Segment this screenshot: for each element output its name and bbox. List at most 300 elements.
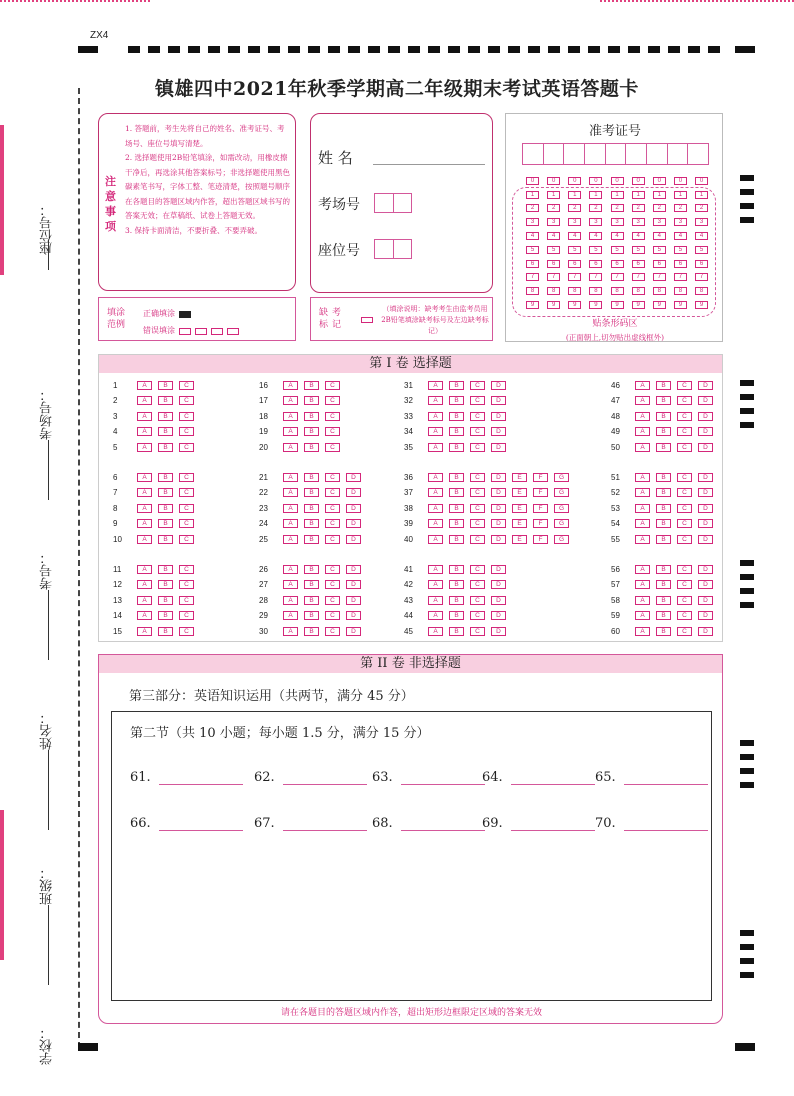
option-bubble[interactable]: C	[325, 611, 340, 620]
option-bubble[interactable]: B	[304, 535, 319, 544]
digit-bubble[interactable]: 5	[632, 246, 645, 254]
option-bubble[interactable]: B	[656, 519, 671, 528]
digit-bubble[interactable]: 2	[632, 204, 645, 212]
option-bubble[interactable]: C	[677, 519, 692, 528]
digit-bubble[interactable]: 7	[526, 273, 539, 281]
digit-bubble[interactable]: 3	[568, 218, 581, 226]
option-bubble[interactable]: C	[325, 488, 340, 497]
digit-bubble[interactable]: 2	[589, 204, 602, 212]
option-bubble[interactable]: F	[533, 488, 548, 497]
option-bubble[interactable]: C	[470, 519, 485, 528]
digit-bubble[interactable]: 7	[653, 273, 666, 281]
digit-bubble[interactable]: 5	[547, 246, 560, 254]
digit-bubble[interactable]: 3	[611, 218, 624, 226]
option-bubble[interactable]: A	[428, 396, 443, 405]
option-bubble[interactable]: A	[635, 580, 650, 589]
option-bubble[interactable]: B	[656, 504, 671, 513]
option-bubble[interactable]: D	[346, 473, 361, 482]
digit-bubble[interactable]: 9	[611, 301, 624, 309]
option-bubble[interactable]: A	[283, 596, 298, 605]
option-bubble[interactable]: A	[283, 565, 298, 574]
option-bubble[interactable]: A	[137, 535, 152, 544]
blank-line[interactable]	[624, 821, 708, 831]
digit-bubble[interactable]: 3	[674, 218, 687, 226]
option-bubble[interactable]: C	[179, 396, 194, 405]
option-bubble[interactable]: B	[656, 565, 671, 574]
option-bubble[interactable]: A	[635, 396, 650, 405]
option-bubble[interactable]: A	[283, 443, 298, 452]
option-bubble[interactable]: D	[346, 488, 361, 497]
option-bubble[interactable]: B	[304, 427, 319, 436]
option-bubble[interactable]: E	[512, 504, 527, 513]
answer-blank[interactable]	[130, 770, 243, 785]
option-bubble[interactable]: B	[449, 611, 464, 620]
option-bubble[interactable]: B	[449, 535, 464, 544]
option-bubble[interactable]: A	[137, 473, 152, 482]
digit-bubble[interactable]: 5	[674, 246, 687, 254]
digit-bubble[interactable]: 2	[568, 204, 581, 212]
digit-bubble[interactable]: 1	[547, 191, 560, 199]
option-bubble[interactable]: C	[179, 443, 194, 452]
option-bubble[interactable]: B	[158, 488, 173, 497]
digit-bubble[interactable]: 9	[589, 301, 602, 309]
digit-bubble[interactable]: 8	[547, 287, 560, 295]
digit-bubble[interactable]: 9	[568, 301, 581, 309]
digit-bubble[interactable]: 8	[589, 287, 602, 295]
option-bubble[interactable]: C	[677, 504, 692, 513]
option-bubble[interactable]: A	[137, 443, 152, 452]
option-bubble[interactable]: A	[428, 504, 443, 513]
option-bubble[interactable]: B	[304, 381, 319, 390]
digit-bubble[interactable]: 8	[695, 287, 708, 295]
digit-bubble[interactable]: 9	[695, 301, 708, 309]
digit-bubble[interactable]: 8	[611, 287, 624, 295]
digit-bubble[interactable]: 8	[653, 287, 666, 295]
option-bubble[interactable]: B	[158, 596, 173, 605]
option-bubble[interactable]: C	[325, 504, 340, 513]
option-bubble[interactable]: A	[428, 443, 443, 452]
digit-bubble[interactable]: 4	[653, 232, 666, 240]
digit-bubble[interactable]: 1	[695, 191, 708, 199]
option-bubble[interactable]: B	[304, 473, 319, 482]
option-bubble[interactable]: C	[179, 381, 194, 390]
option-bubble[interactable]: B	[158, 627, 173, 636]
option-bubble[interactable]: A	[428, 473, 443, 482]
option-bubble[interactable]: C	[179, 488, 194, 497]
digit-bubble[interactable]: 4	[589, 232, 602, 240]
digit-bubble[interactable]: 3	[589, 218, 602, 226]
option-bubble[interactable]: A	[137, 611, 152, 620]
option-bubble[interactable]: A	[635, 473, 650, 482]
option-bubble[interactable]: A	[635, 412, 650, 421]
option-bubble[interactable]: A	[137, 596, 152, 605]
digit-bubble[interactable]: 0	[547, 177, 560, 185]
option-bubble[interactable]: B	[656, 427, 671, 436]
option-bubble[interactable]: D	[698, 519, 713, 528]
option-bubble[interactable]: B	[449, 427, 464, 436]
option-bubble[interactable]: D	[698, 504, 713, 513]
option-bubble[interactable]: B	[449, 504, 464, 513]
option-bubble[interactable]: D	[346, 565, 361, 574]
option-bubble[interactable]: C	[677, 396, 692, 405]
option-bubble[interactable]: D	[346, 519, 361, 528]
answer-blank[interactable]	[482, 770, 595, 785]
option-bubble[interactable]: C	[470, 535, 485, 544]
digit-bubble[interactable]: 9	[547, 301, 560, 309]
digit-bubble[interactable]: 1	[589, 191, 602, 199]
option-bubble[interactable]: D	[698, 488, 713, 497]
option-bubble[interactable]: C	[677, 627, 692, 636]
option-bubble[interactable]: D	[698, 412, 713, 421]
digit-bubble[interactable]: 3	[695, 218, 708, 226]
option-bubble[interactable]: B	[158, 427, 173, 436]
digit-bubble[interactable]: 2	[674, 204, 687, 212]
option-bubble[interactable]: E	[512, 473, 527, 482]
digit-bubble[interactable]: 8	[526, 287, 539, 295]
option-bubble[interactable]: B	[449, 627, 464, 636]
option-bubble[interactable]: A	[428, 596, 443, 605]
digit-bubble[interactable]: 6	[632, 260, 645, 268]
option-bubble[interactable]: A	[283, 627, 298, 636]
option-bubble[interactable]: B	[304, 519, 319, 528]
digit-bubble[interactable]: 6	[653, 260, 666, 268]
blank-line[interactable]	[401, 821, 485, 831]
option-bubble[interactable]: A	[635, 443, 650, 452]
blank-line[interactable]	[624, 775, 708, 785]
digit-bubble[interactable]: 7	[695, 273, 708, 281]
option-bubble[interactable]: D	[491, 611, 506, 620]
digit-bubble[interactable]: 6	[568, 260, 581, 268]
option-bubble[interactable]: B	[158, 580, 173, 589]
option-bubble[interactable]: C	[470, 627, 485, 636]
option-bubble[interactable]: D	[491, 580, 506, 589]
digit-bubble[interactable]: 2	[695, 204, 708, 212]
digit-bubble[interactable]: 1	[653, 191, 666, 199]
option-bubble[interactable]: C	[470, 565, 485, 574]
option-bubble[interactable]: A	[283, 488, 298, 497]
option-bubble[interactable]: B	[449, 381, 464, 390]
option-bubble[interactable]: D	[698, 396, 713, 405]
digit-bubble[interactable]: 0	[653, 177, 666, 185]
option-bubble[interactable]: B	[158, 519, 173, 528]
option-bubble[interactable]: C	[179, 535, 194, 544]
digit-bubble[interactable]: 1	[632, 191, 645, 199]
option-bubble[interactable]: G	[554, 473, 569, 482]
option-bubble[interactable]: B	[158, 504, 173, 513]
option-bubble[interactable]: C	[325, 627, 340, 636]
option-bubble[interactable]: A	[428, 519, 443, 528]
option-bubble[interactable]: B	[449, 519, 464, 528]
option-bubble[interactable]: C	[470, 596, 485, 605]
option-bubble[interactable]: C	[325, 427, 340, 436]
absent-mark-bubble[interactable]	[361, 317, 373, 323]
digit-bubble[interactable]: 6	[611, 260, 624, 268]
option-bubble[interactable]: G	[554, 504, 569, 513]
option-bubble[interactable]: B	[304, 580, 319, 589]
option-bubble[interactable]: B	[656, 611, 671, 620]
option-bubble[interactable]: A	[137, 580, 152, 589]
option-bubble[interactable]: E	[512, 519, 527, 528]
option-bubble[interactable]: C	[677, 535, 692, 544]
digit-bubble[interactable]: 3	[547, 218, 560, 226]
digit-bubble[interactable]: 9	[674, 301, 687, 309]
option-bubble[interactable]: D	[491, 488, 506, 497]
option-bubble[interactable]: C	[470, 580, 485, 589]
option-bubble[interactable]: F	[533, 473, 548, 482]
option-bubble[interactable]: C	[677, 427, 692, 436]
digit-bubble[interactable]: 3	[653, 218, 666, 226]
option-bubble[interactable]: A	[428, 627, 443, 636]
digit-bubble[interactable]: 5	[568, 246, 581, 254]
option-bubble[interactable]: D	[491, 504, 506, 513]
option-bubble[interactable]: A	[283, 519, 298, 528]
option-bubble[interactable]: A	[283, 412, 298, 421]
option-bubble[interactable]: B	[449, 488, 464, 497]
digit-bubble[interactable]: 4	[526, 232, 539, 240]
option-bubble[interactable]: D	[698, 596, 713, 605]
option-bubble[interactable]: A	[428, 381, 443, 390]
digit-bubble[interactable]: 7	[674, 273, 687, 281]
option-bubble[interactable]: B	[656, 627, 671, 636]
digit-bubble[interactable]: 6	[547, 260, 560, 268]
digit-bubble[interactable]: 4	[674, 232, 687, 240]
digit-bubble[interactable]: 0	[589, 177, 602, 185]
option-bubble[interactable]: A	[428, 412, 443, 421]
option-bubble[interactable]: B	[158, 473, 173, 482]
option-bubble[interactable]: A	[283, 473, 298, 482]
option-bubble[interactable]: G	[554, 519, 569, 528]
option-bubble[interactable]: B	[304, 596, 319, 605]
digit-bubble[interactable]: 8	[632, 287, 645, 295]
digit-bubble[interactable]: 1	[568, 191, 581, 199]
blank-line[interactable]	[283, 821, 367, 831]
option-bubble[interactable]: D	[491, 565, 506, 574]
option-bubble[interactable]: D	[698, 473, 713, 482]
option-bubble[interactable]: A	[635, 381, 650, 390]
option-bubble[interactable]: A	[283, 535, 298, 544]
blank-line[interactable]	[511, 775, 595, 785]
option-bubble[interactable]: D	[698, 627, 713, 636]
option-bubble[interactable]: D	[698, 443, 713, 452]
option-bubble[interactable]: C	[179, 504, 194, 513]
option-bubble[interactable]: B	[656, 396, 671, 405]
option-bubble[interactable]: A	[283, 381, 298, 390]
option-bubble[interactable]: D	[491, 427, 506, 436]
option-bubble[interactable]: A	[635, 596, 650, 605]
blank-line[interactable]	[159, 775, 243, 785]
digit-bubble[interactable]: 4	[611, 232, 624, 240]
option-bubble[interactable]: A	[137, 504, 152, 513]
digit-bubble[interactable]: 0	[611, 177, 624, 185]
option-bubble[interactable]: B	[304, 611, 319, 620]
option-bubble[interactable]: C	[677, 565, 692, 574]
option-bubble[interactable]: D	[698, 565, 713, 574]
option-bubble[interactable]: F	[533, 519, 548, 528]
digit-bubble[interactable]: 1	[674, 191, 687, 199]
name-field[interactable]	[373, 164, 485, 165]
answer-blank[interactable]	[372, 816, 485, 831]
option-bubble[interactable]: C	[677, 596, 692, 605]
digit-bubble[interactable]: 0	[526, 177, 539, 185]
seat-field[interactable]	[374, 239, 412, 259]
option-bubble[interactable]: B	[656, 488, 671, 497]
digit-bubble[interactable]: 3	[526, 218, 539, 226]
option-bubble[interactable]: A	[283, 504, 298, 513]
digit-bubble[interactable]: 7	[589, 273, 602, 281]
digit-bubble[interactable]: 5	[653, 246, 666, 254]
option-bubble[interactable]: C	[325, 565, 340, 574]
digit-bubble[interactable]: 0	[568, 177, 581, 185]
option-bubble[interactable]: A	[428, 580, 443, 589]
option-bubble[interactable]: A	[137, 427, 152, 436]
option-bubble[interactable]: C	[179, 412, 194, 421]
option-bubble[interactable]: B	[158, 381, 173, 390]
option-bubble[interactable]: A	[635, 519, 650, 528]
digit-bubble[interactable]: 1	[526, 191, 539, 199]
option-bubble[interactable]: C	[677, 473, 692, 482]
digit-bubble[interactable]: 6	[695, 260, 708, 268]
option-bubble[interactable]: A	[137, 381, 152, 390]
option-bubble[interactable]: B	[656, 596, 671, 605]
option-bubble[interactable]: B	[158, 443, 173, 452]
option-bubble[interactable]: D	[698, 381, 713, 390]
room-field[interactable]	[374, 193, 412, 213]
answer-blank[interactable]	[254, 770, 367, 785]
option-bubble[interactable]: D	[698, 427, 713, 436]
option-bubble[interactable]: D	[491, 396, 506, 405]
option-bubble[interactable]: C	[325, 535, 340, 544]
digit-bubble[interactable]: 4	[632, 232, 645, 240]
option-bubble[interactable]: C	[179, 627, 194, 636]
option-bubble[interactable]: C	[325, 596, 340, 605]
option-bubble[interactable]: D	[346, 535, 361, 544]
digit-bubble[interactable]: 0	[674, 177, 687, 185]
digit-bubble[interactable]: 7	[611, 273, 624, 281]
option-bubble[interactable]: C	[179, 427, 194, 436]
exam-number-cells[interactable]	[522, 143, 708, 165]
option-bubble[interactable]: D	[346, 504, 361, 513]
option-bubble[interactable]: A	[428, 535, 443, 544]
option-bubble[interactable]: G	[554, 535, 569, 544]
digit-bubble[interactable]: 5	[589, 246, 602, 254]
option-bubble[interactable]: E	[512, 535, 527, 544]
answer-blank[interactable]	[595, 816, 708, 831]
digit-bubble[interactable]: 2	[547, 204, 560, 212]
digit-bubble[interactable]: 5	[526, 246, 539, 254]
option-bubble[interactable]: A	[283, 396, 298, 405]
option-bubble[interactable]: B	[158, 412, 173, 421]
option-bubble[interactable]: C	[325, 519, 340, 528]
option-bubble[interactable]: A	[635, 427, 650, 436]
option-bubble[interactable]: A	[283, 611, 298, 620]
option-bubble[interactable]: C	[325, 473, 340, 482]
option-bubble[interactable]: D	[491, 412, 506, 421]
option-bubble[interactable]: B	[656, 412, 671, 421]
option-bubble[interactable]: B	[449, 473, 464, 482]
option-bubble[interactable]: C	[677, 611, 692, 620]
option-bubble[interactable]: D	[491, 596, 506, 605]
option-bubble[interactable]: A	[635, 611, 650, 620]
option-bubble[interactable]: C	[179, 519, 194, 528]
answer-area[interactable]	[111, 711, 712, 1001]
option-bubble[interactable]: A	[428, 611, 443, 620]
digit-bubble[interactable]: 9	[653, 301, 666, 309]
digit-bubble[interactable]: 8	[674, 287, 687, 295]
option-bubble[interactable]: B	[449, 443, 464, 452]
digit-bubble[interactable]: 9	[632, 301, 645, 309]
digit-bubble[interactable]: 3	[632, 218, 645, 226]
option-bubble[interactable]: A	[137, 627, 152, 636]
option-bubble[interactable]: C	[470, 427, 485, 436]
option-bubble[interactable]: B	[158, 535, 173, 544]
option-bubble[interactable]: D	[491, 381, 506, 390]
option-bubble[interactable]: D	[698, 611, 713, 620]
option-bubble[interactable]: A	[635, 488, 650, 497]
digit-bubble[interactable]: 8	[568, 287, 581, 295]
option-bubble[interactable]: B	[158, 565, 173, 574]
option-bubble[interactable]: A	[635, 627, 650, 636]
digit-bubble[interactable]: 2	[526, 204, 539, 212]
option-bubble[interactable]: C	[325, 381, 340, 390]
option-bubble[interactable]: B	[304, 412, 319, 421]
option-bubble[interactable]: F	[533, 504, 548, 513]
option-bubble[interactable]: B	[158, 396, 173, 405]
option-bubble[interactable]: D	[698, 535, 713, 544]
option-bubble[interactable]: C	[470, 488, 485, 497]
option-bubble[interactable]: F	[533, 535, 548, 544]
option-bubble[interactable]: D	[491, 519, 506, 528]
option-bubble[interactable]: C	[470, 381, 485, 390]
option-bubble[interactable]: D	[346, 611, 361, 620]
option-bubble[interactable]: D	[491, 627, 506, 636]
option-bubble[interactable]: B	[656, 535, 671, 544]
digit-bubble[interactable]: 0	[695, 177, 708, 185]
option-bubble[interactable]: C	[677, 488, 692, 497]
option-bubble[interactable]: B	[449, 396, 464, 405]
digit-bubble[interactable]: 5	[695, 246, 708, 254]
option-bubble[interactable]: C	[179, 565, 194, 574]
option-bubble[interactable]: B	[304, 627, 319, 636]
digit-bubble[interactable]: 7	[568, 273, 581, 281]
option-bubble[interactable]: C	[677, 580, 692, 589]
digit-bubble[interactable]: 5	[611, 246, 624, 254]
option-bubble[interactable]: A	[137, 396, 152, 405]
option-bubble[interactable]: D	[698, 580, 713, 589]
digit-bubble[interactable]: 4	[547, 232, 560, 240]
option-bubble[interactable]: B	[656, 381, 671, 390]
option-bubble[interactable]: A	[635, 504, 650, 513]
option-bubble[interactable]: D	[491, 443, 506, 452]
option-bubble[interactable]: A	[283, 580, 298, 589]
option-bubble[interactable]: C	[179, 611, 194, 620]
option-bubble[interactable]: A	[137, 412, 152, 421]
digit-bubble[interactable]: 4	[568, 232, 581, 240]
option-bubble[interactable]: B	[304, 504, 319, 513]
option-bubble[interactable]: B	[449, 565, 464, 574]
option-bubble[interactable]: G	[554, 488, 569, 497]
option-bubble[interactable]: C	[470, 473, 485, 482]
option-bubble[interactable]: C	[470, 443, 485, 452]
option-bubble[interactable]: B	[449, 596, 464, 605]
digit-bubble[interactable]: 6	[589, 260, 602, 268]
option-bubble[interactable]: C	[470, 396, 485, 405]
option-bubble[interactable]: C	[677, 443, 692, 452]
option-bubble[interactable]: A	[428, 565, 443, 574]
blank-line[interactable]	[159, 821, 243, 831]
option-bubble[interactable]: A	[635, 535, 650, 544]
option-bubble[interactable]: B	[449, 412, 464, 421]
option-bubble[interactable]: B	[656, 443, 671, 452]
